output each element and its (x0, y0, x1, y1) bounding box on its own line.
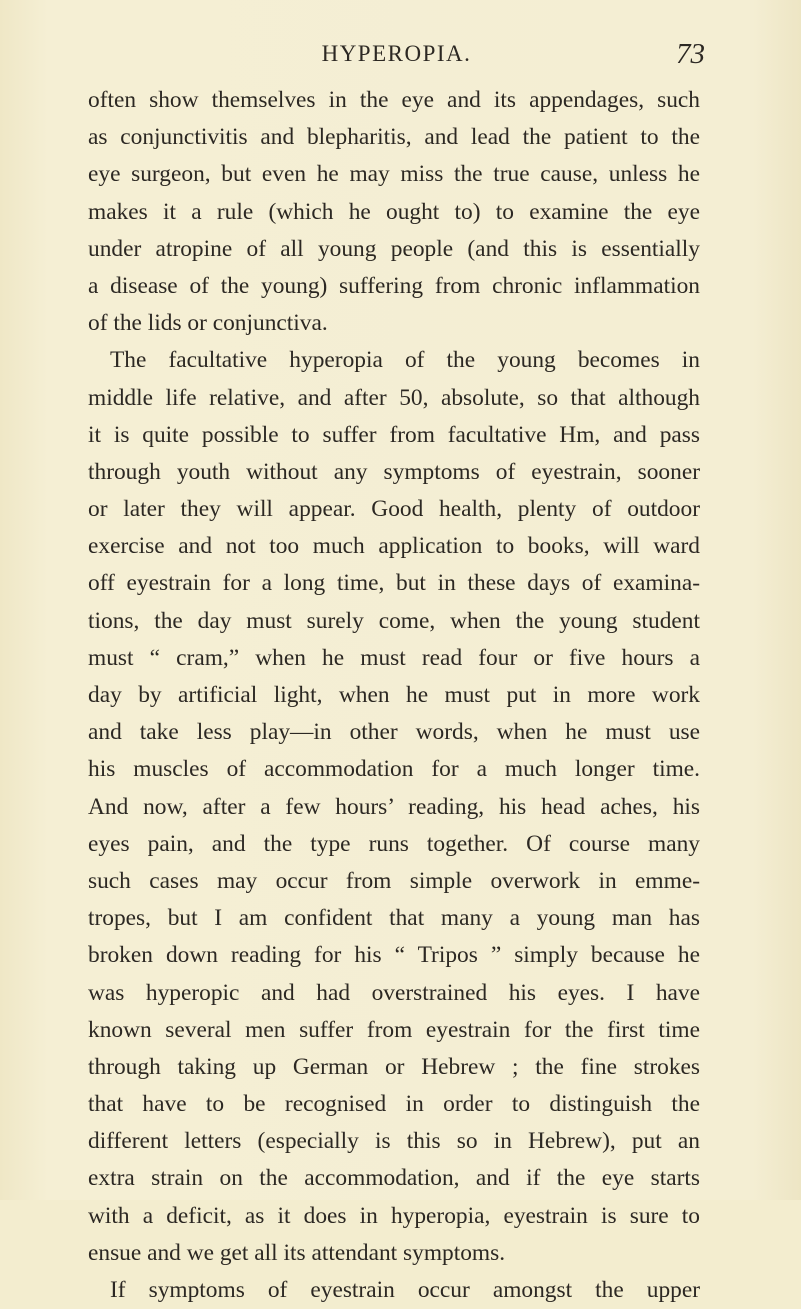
text-line: eyes pain, and the type runs together. Of course many (88, 830, 700, 857)
text-line: extra strain on the accommodation, and if the eye starts (88, 1165, 700, 1192)
text-line: through taking up German or Hebrew ; the fine strokes (88, 1053, 700, 1080)
text-line: known several men suffer from eyestrain for the first time (88, 1016, 700, 1043)
page-number: 73 (676, 38, 705, 70)
text-line: tropes, but I am confident that many a young man has (88, 905, 700, 932)
text-line: And now, after a few hours’ reading, his head aches, his (88, 793, 700, 820)
text-line: with a deficit, as it does in hyperopia, eyestrain is sure to (88, 1202, 700, 1229)
text-line: under atropine of all young people (and this is essentially (88, 235, 700, 262)
text-line: his muscles of accommodation for a much longer time. (88, 756, 700, 783)
text-line: ensue and we get all its attendant symptoms. (88, 1239, 506, 1266)
text-line: of the lids or conjunctiva. (88, 310, 328, 337)
text-line: a disease of the young) suffering from chronic inflammation (88, 272, 700, 299)
text-line: day by artificial light, when he must put in more work (88, 682, 700, 708)
body-text (88, 82, 700, 1309)
text-line: often show themselves in the eye and its appendages, such (88, 87, 700, 113)
text-line: it is quite possible to suffer from facultative Hm, and pass (88, 421, 700, 448)
text-line: eye surgeon, but even he may miss the true cause, unless he (88, 161, 700, 188)
text-line: broken down reading for his “ Tripos ” simply because he (88, 942, 700, 969)
text-line: that have to be recognised in order to distinguish the (88, 1091, 700, 1118)
text-line: through youth without any symptoms of eyestrain, sooner (88, 458, 700, 485)
paragraph-start-line: The facultative hyperopia of the young becomes in (110, 347, 700, 374)
text-line: middle life relative, and after 50, absolute, so that although (88, 384, 700, 411)
text-line: exercise and not too much application to books, will ward (88, 533, 700, 560)
text-line: was hyperopic and had overstrained his eyes. I have (88, 979, 700, 1006)
running-title: HYPEROPIA. (321, 41, 472, 66)
text-line: must “ cram,” when he must read four or five hours a (88, 644, 700, 671)
text-line: tions, the day must surely come, when the young student (88, 607, 700, 634)
text-line: different letters (especially is this so in Hebrew), put an (88, 1128, 700, 1155)
text-line: makes it a rule (which he ought to) to examine the eye (88, 198, 700, 225)
text-line: as conjunctivitis and blepharitis, and lead the patient to the (88, 124, 700, 151)
text-line: off eyestrain for a long time, but in these days of examina- (88, 570, 700, 597)
paragraph-start-line: If symptoms of eyestrain occur amongst the upper (110, 1277, 700, 1303)
page-header (88, 36, 705, 72)
text-line: or later they will appear. Good health, plenty of outdoor (88, 496, 700, 523)
text-line: and take less play—in other words, when he must use (88, 719, 700, 746)
text-line: such cases may occur from simple overwork in emme- (88, 867, 700, 894)
